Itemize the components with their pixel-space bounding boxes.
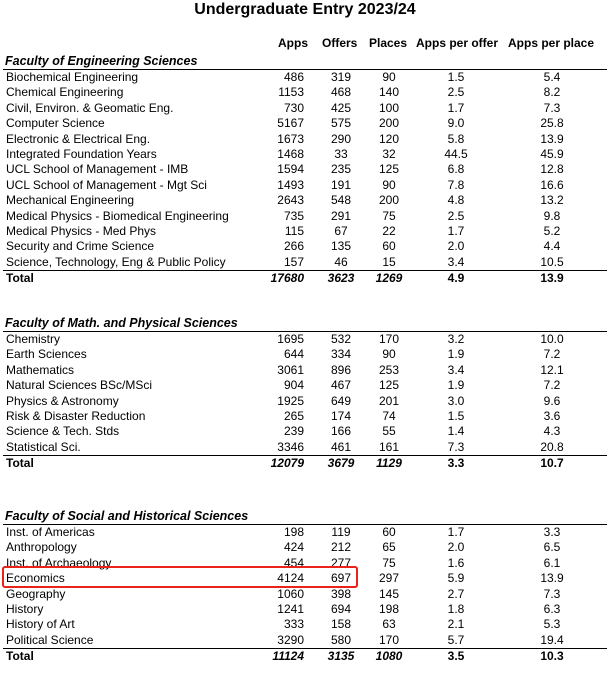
cell-offers: 468	[330, 85, 352, 100]
cell-name: Inst. of Archaeology	[6, 555, 112, 570]
table-row	[0, 332, 610, 347]
cell-places: 200	[378, 193, 400, 208]
cell-offers: 319	[330, 70, 352, 84]
table-row	[0, 116, 610, 131]
table-row	[0, 162, 610, 177]
cell-name: Geography	[6, 586, 66, 601]
column-header-places: Places	[369, 36, 408, 50]
cell-app: 13.9	[540, 271, 564, 286]
cell-places: 75	[382, 208, 396, 223]
cell-name: Total	[6, 649, 34, 664]
table-row	[0, 525, 610, 540]
economics-highlight-box	[2, 566, 358, 588]
cell-app: 16.6	[540, 177, 564, 192]
cell-apps: 735	[283, 208, 304, 223]
cell-places: 90	[382, 347, 396, 362]
table-row	[0, 587, 610, 602]
cell-app: 8.2	[543, 85, 561, 100]
cell-offers: 135	[330, 239, 352, 254]
cell-places: 170	[378, 332, 400, 346]
cell-offers: 46	[334, 254, 348, 269]
cell-offers: 158	[330, 617, 352, 632]
cell-name: Natural Sciences BSc/MSci	[6, 378, 153, 393]
cell-app: 9.8	[543, 208, 561, 223]
cell-apo: 2.0	[447, 540, 465, 555]
cell-places: 198	[378, 601, 400, 616]
cell-name: Earth Sciences	[6, 347, 87, 362]
cell-places: 22	[382, 223, 396, 238]
cell-offers: 3135	[327, 649, 355, 664]
cell-apps: 730	[283, 100, 304, 115]
cell-apo: 7.8	[447, 177, 465, 192]
column-header-apps-per-offer: Apps per offer	[416, 36, 499, 50]
cell-app: 6.3	[543, 601, 561, 616]
cell-offers: 548	[330, 193, 352, 208]
cell-apo: 3.0	[447, 393, 465, 408]
cell-apo: 3.4	[447, 254, 465, 269]
cell-places: 200	[378, 116, 400, 131]
cell-app: 10.0	[540, 332, 564, 346]
cell-apo: 4.8	[447, 193, 465, 208]
cell-name: Security and Crime Science	[6, 239, 155, 254]
table-row	[0, 424, 610, 439]
cell-apo: 3.3	[447, 456, 465, 471]
table-row	[0, 394, 610, 409]
cell-app: 13.9	[540, 571, 564, 586]
cell-name: Integrated Foundation Years	[6, 146, 157, 161]
table-row	[0, 347, 610, 362]
cell-apps: 1925	[277, 393, 304, 408]
table-row	[0, 633, 610, 648]
table-row	[0, 101, 610, 116]
cell-offers: 235	[330, 162, 352, 177]
cell-offers: 580	[330, 632, 352, 647]
cell-apps: 239	[283, 424, 304, 439]
cell-apps: 644	[283, 347, 304, 362]
cell-app: 9.6	[543, 393, 561, 408]
cell-app: 13.9	[540, 131, 564, 146]
table-row	[0, 85, 610, 100]
cell-app: 4.4	[543, 239, 561, 254]
total-row	[0, 456, 610, 471]
total-row	[0, 649, 610, 664]
cell-offers: 461	[330, 439, 352, 454]
cell-offers: 119	[331, 525, 351, 539]
cell-apo: 5.8	[447, 131, 465, 146]
cell-apps: 1153	[278, 85, 304, 100]
table-row	[0, 440, 610, 455]
cell-offers: 649	[330, 393, 352, 408]
cell-offers: 467	[330, 378, 352, 393]
total-row	[0, 271, 610, 286]
table-row	[0, 147, 610, 162]
cell-apps: 1241	[277, 601, 304, 616]
cell-offers: 174	[330, 408, 352, 423]
cell-places: 125	[378, 378, 400, 393]
cell-name: Anthropology	[6, 540, 77, 555]
cell-app: 3.6	[543, 408, 561, 423]
cell-offers: 697	[330, 571, 352, 586]
cell-name: Science & Tech. Stds	[6, 424, 120, 439]
cell-apps: 454	[283, 555, 304, 570]
cell-name: Political Science	[6, 632, 94, 647]
section-title: Faculty of Math. and Physical Sciences	[5, 316, 238, 330]
cell-places: 55	[382, 424, 396, 439]
cell-name: Statistical Sci.	[6, 439, 81, 454]
cell-apps: 3290	[277, 632, 304, 647]
cell-app: 6.5	[543, 540, 561, 555]
cell-places: 253	[378, 362, 400, 377]
cell-offers: 290	[330, 131, 352, 146]
table-row	[0, 540, 610, 555]
section-rows	[0, 332, 610, 472]
cell-apps: 3346	[277, 439, 304, 454]
cell-places: 74	[382, 408, 396, 423]
cell-offers: 291	[330, 208, 352, 223]
cell-name: UCL School of Management - IMB	[6, 162, 189, 177]
cell-places: 120	[378, 131, 400, 146]
cell-name: Inst. of Americas	[6, 525, 95, 539]
cell-app: 25.8	[540, 116, 564, 131]
cell-apps: 1673	[277, 131, 304, 146]
cell-apo: 2.5	[447, 208, 465, 223]
cell-name: Chemical Engineering	[6, 85, 124, 100]
cell-app: 5.4	[543, 70, 561, 84]
cell-name: Mathematics	[6, 362, 75, 377]
cell-apo: 3.4	[447, 362, 465, 377]
cell-apo: 1.5	[447, 408, 465, 423]
cell-name: Total	[6, 456, 34, 471]
cell-apps: 5167	[277, 116, 304, 131]
cell-app: 10.5	[540, 254, 564, 269]
table-row	[0, 255, 610, 270]
cell-name: Computer Science	[6, 116, 105, 131]
column-header-apps: Apps	[278, 36, 308, 50]
cell-app: 12.8	[540, 162, 564, 177]
table-row	[0, 602, 610, 617]
cell-name: Medical Physics - Med Phys	[6, 223, 157, 238]
cell-apps: 11124	[272, 649, 304, 664]
cell-app: 20.8	[540, 439, 564, 454]
cell-app: 45.9	[540, 146, 564, 161]
cell-places: 297	[378, 571, 400, 586]
cell-name: UCL School of Management - Mgt Sci	[6, 177, 207, 192]
cell-apps: 2643	[277, 193, 304, 208]
cell-offers: 3623	[327, 271, 355, 286]
cell-offers: 67	[334, 223, 348, 238]
table-row	[0, 378, 610, 393]
cell-app: 5.2	[543, 223, 561, 238]
table-row	[0, 132, 610, 147]
cell-apo: 1.8	[447, 601, 465, 616]
cell-apps: 198	[283, 525, 304, 539]
column-header-offers: Offers	[322, 36, 358, 50]
cell-apo: 3.2	[447, 332, 465, 346]
cell-apo: 44.5	[444, 146, 468, 161]
cell-app: 10.7	[540, 456, 564, 471]
cell-apo: 1.9	[447, 347, 465, 362]
cell-apps: 12079	[270, 456, 304, 471]
cell-apps: 265	[283, 408, 304, 423]
table-row	[0, 363, 610, 378]
cell-apo: 1.4	[447, 424, 465, 439]
cell-places: 63	[382, 617, 396, 632]
cell-places: 60	[382, 525, 396, 539]
cell-apo: 2.1	[447, 617, 465, 632]
cell-places: 60	[382, 239, 396, 254]
cell-apps: 904	[283, 378, 304, 393]
cell-places: 1080	[375, 649, 403, 664]
table-row	[0, 193, 610, 208]
table-row	[0, 409, 610, 424]
cell-app: 12.1	[540, 362, 564, 377]
cell-apps: 424	[283, 540, 304, 555]
cell-apo: 2.5	[447, 85, 465, 100]
cell-places: 125	[378, 162, 400, 177]
cell-name: Physics & Astronomy	[6, 393, 119, 408]
cell-apps: 17680	[270, 271, 304, 286]
table-row	[0, 209, 610, 224]
cell-name: History	[6, 601, 44, 616]
cell-apo: 7.3	[447, 439, 465, 454]
cell-name: Risk & Disaster Reduction	[6, 408, 146, 423]
cell-apps: 333	[283, 617, 304, 632]
cell-apo: 2.0	[447, 239, 465, 254]
cell-name: Mechanical Engineering	[6, 193, 135, 208]
cell-apo: 6.8	[447, 162, 465, 177]
cell-places: 140	[378, 85, 400, 100]
cell-places: 145	[378, 586, 400, 601]
page-title: Undergraduate Entry 2023/24	[194, 1, 416, 18]
cell-places: 75	[382, 555, 396, 570]
cell-places: 15	[382, 254, 396, 269]
cell-apo: 4.9	[447, 271, 465, 286]
cell-apps: 3061	[277, 362, 304, 377]
section-rows	[0, 70, 610, 286]
cell-apps: 1594	[277, 162, 304, 177]
cell-offers: 191	[330, 177, 352, 192]
cell-offers: 334	[330, 347, 352, 362]
cell-app: 7.2	[543, 347, 561, 362]
cell-apo: 1.9	[447, 378, 465, 393]
cell-apo: 5.7	[447, 632, 465, 647]
cell-apo: 1.5	[447, 70, 465, 84]
cell-apps: 266	[283, 239, 304, 254]
cell-app: 7.2	[543, 378, 561, 393]
table-row	[0, 617, 610, 632]
cell-apo: 1.6	[447, 555, 465, 570]
cell-offers: 532	[330, 332, 352, 346]
cell-name: Medical Physics - Biomedical Engineering	[6, 208, 229, 223]
cell-app: 3.3	[543, 525, 561, 539]
cell-name: Chemistry	[6, 332, 61, 346]
section-title: Faculty of Engineering Sciences	[5, 54, 198, 68]
cell-apo: 2.7	[447, 586, 465, 601]
cell-app: 7.3	[543, 586, 561, 601]
cell-apps: 4124	[277, 571, 304, 586]
cell-places: 201	[378, 393, 400, 408]
column-header-apps-per-place: Apps per place	[508, 36, 595, 50]
cell-offers: 896	[330, 362, 352, 377]
table-row	[0, 178, 610, 193]
cell-app: 5.3	[543, 617, 561, 632]
cell-apo: 1.7	[447, 525, 465, 539]
table-row	[0, 239, 610, 254]
cell-name: Economics	[6, 571, 65, 586]
cell-offers: 425	[330, 100, 352, 115]
cell-app: 19.4	[540, 632, 564, 647]
cell-name: Total	[6, 271, 34, 286]
cell-apps: 1695	[277, 332, 304, 346]
cell-offers: 694	[330, 601, 352, 616]
cell-apps: 1468	[277, 146, 304, 161]
cell-name: Biochemical Engineering	[6, 70, 139, 84]
cell-places: 170	[378, 632, 400, 647]
cell-apo: 1.7	[447, 223, 465, 238]
cell-places: 1129	[376, 456, 402, 471]
cell-places: 90	[382, 70, 396, 84]
cell-app: 13.2	[540, 193, 564, 208]
section-rows	[0, 525, 610, 665]
cell-places: 32	[382, 146, 396, 161]
cell-places: 161	[378, 439, 400, 454]
cell-offers: 212	[330, 540, 352, 555]
cell-offers: 33	[334, 146, 348, 161]
cell-apo: 3.5	[447, 649, 465, 664]
cell-name: History of Art	[6, 617, 75, 632]
cell-offers: 166	[330, 424, 352, 439]
cell-app: 7.3	[543, 100, 561, 115]
cell-offers: 3679	[327, 456, 355, 471]
cell-app: 6.1	[543, 555, 561, 570]
cell-apps: 1493	[277, 177, 304, 192]
table-row	[0, 224, 610, 239]
cell-offers: 277	[330, 555, 352, 570]
section-title: Faculty of Social and Historical Sciences	[5, 509, 249, 523]
table-row	[0, 70, 610, 85]
cell-apo: 1.7	[447, 100, 465, 115]
cell-apps: 115	[284, 223, 304, 238]
cell-offers: 575	[330, 116, 352, 131]
cell-name: Civil, Environ. & Geomatic Eng.	[6, 100, 174, 115]
cell-places: 1269	[375, 271, 403, 286]
cell-places: 65	[382, 540, 396, 555]
cell-places: 90	[382, 177, 396, 192]
cell-app: 4.3	[543, 424, 561, 439]
cell-apps: 486	[283, 70, 304, 84]
cell-app: 10.3	[540, 649, 564, 664]
cell-apo: 9.0	[447, 116, 465, 131]
cell-apps: 1060	[277, 586, 304, 601]
cell-apo: 5.9	[447, 571, 465, 586]
cell-name: Electronic & Electrical Eng.	[6, 131, 151, 146]
cell-name: Science, Technology, Eng & Public Policy	[6, 254, 226, 269]
cell-places: 100	[378, 100, 400, 115]
cell-apps: 157	[283, 254, 304, 269]
cell-offers: 398	[330, 586, 352, 601]
